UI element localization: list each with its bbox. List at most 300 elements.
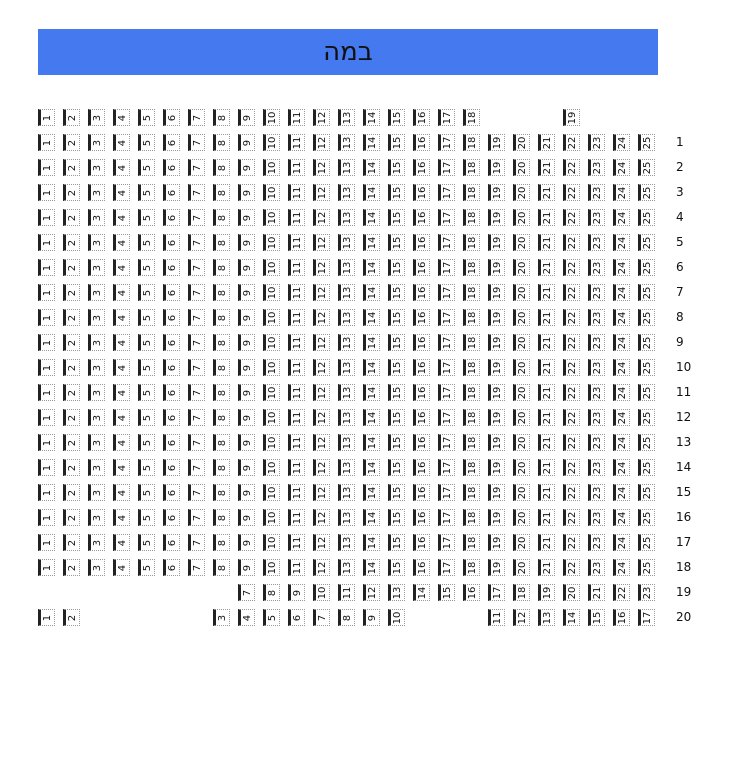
seat[interactable] — [63, 384, 80, 401]
seat[interactable] — [288, 284, 305, 301]
seat[interactable] — [138, 459, 155, 476]
seat[interactable] — [588, 134, 605, 151]
seat[interactable] — [338, 534, 355, 551]
seat[interactable] — [113, 384, 130, 401]
seat[interactable] — [613, 534, 630, 551]
seat[interactable] — [563, 384, 580, 401]
seat[interactable] — [638, 459, 655, 476]
seat[interactable] — [638, 584, 655, 601]
seat[interactable] — [163, 434, 180, 451]
seat[interactable] — [488, 559, 505, 576]
seat[interactable] — [613, 509, 630, 526]
seat[interactable] — [88, 409, 105, 426]
seat[interactable] — [113, 459, 130, 476]
seat[interactable] — [488, 334, 505, 351]
seat[interactable] — [513, 259, 530, 276]
seat[interactable] — [388, 209, 405, 226]
seat[interactable] — [188, 234, 205, 251]
seat[interactable] — [513, 584, 530, 601]
seat[interactable] — [138, 384, 155, 401]
seat[interactable] — [288, 459, 305, 476]
seat[interactable] — [463, 309, 480, 326]
seat[interactable] — [363, 384, 380, 401]
seat[interactable] — [338, 459, 355, 476]
seat[interactable] — [438, 409, 455, 426]
seat[interactable] — [313, 234, 330, 251]
seat[interactable] — [613, 259, 630, 276]
seat[interactable] — [138, 209, 155, 226]
seat[interactable] — [638, 234, 655, 251]
seat[interactable] — [238, 509, 255, 526]
seat[interactable] — [338, 559, 355, 576]
seat[interactable] — [513, 609, 530, 626]
seat[interactable] — [388, 434, 405, 451]
seat[interactable] — [613, 584, 630, 601]
seat[interactable] — [38, 109, 55, 126]
seat[interactable] — [113, 209, 130, 226]
seat[interactable] — [163, 159, 180, 176]
seat[interactable] — [138, 134, 155, 151]
seat[interactable] — [513, 359, 530, 376]
seat[interactable] — [413, 209, 430, 226]
seat[interactable] — [588, 584, 605, 601]
seat[interactable] — [88, 484, 105, 501]
seat[interactable] — [388, 259, 405, 276]
seat[interactable] — [88, 259, 105, 276]
seat[interactable] — [338, 309, 355, 326]
seat[interactable] — [638, 309, 655, 326]
seat[interactable] — [363, 359, 380, 376]
seat[interactable] — [588, 409, 605, 426]
seat[interactable] — [138, 484, 155, 501]
seat[interactable] — [563, 409, 580, 426]
seat[interactable] — [63, 484, 80, 501]
seat[interactable] — [138, 334, 155, 351]
seat[interactable] — [88, 534, 105, 551]
seat[interactable] — [188, 184, 205, 201]
seat[interactable] — [213, 434, 230, 451]
seat[interactable] — [538, 209, 555, 226]
seat[interactable] — [388, 409, 405, 426]
seat[interactable] — [538, 234, 555, 251]
seat[interactable] — [413, 284, 430, 301]
seat[interactable] — [463, 259, 480, 276]
seat[interactable] — [488, 159, 505, 176]
seat[interactable] — [38, 459, 55, 476]
seat[interactable] — [363, 259, 380, 276]
seat[interactable] — [163, 459, 180, 476]
seat[interactable] — [213, 484, 230, 501]
seat[interactable] — [138, 159, 155, 176]
seat[interactable] — [38, 484, 55, 501]
seat[interactable] — [388, 509, 405, 526]
seat[interactable] — [638, 134, 655, 151]
seat[interactable] — [163, 334, 180, 351]
seat[interactable] — [238, 334, 255, 351]
seat[interactable] — [313, 559, 330, 576]
seat[interactable] — [188, 334, 205, 351]
seat[interactable] — [238, 234, 255, 251]
seat[interactable] — [313, 159, 330, 176]
seat[interactable] — [338, 184, 355, 201]
seat[interactable] — [463, 584, 480, 601]
seat[interactable] — [613, 134, 630, 151]
seat[interactable] — [63, 109, 80, 126]
seat[interactable] — [188, 484, 205, 501]
seat[interactable] — [138, 109, 155, 126]
seat[interactable] — [313, 434, 330, 451]
seat[interactable] — [563, 484, 580, 501]
seat[interactable] — [538, 309, 555, 326]
seat[interactable] — [638, 434, 655, 451]
seat[interactable] — [138, 359, 155, 376]
seat[interactable] — [338, 434, 355, 451]
seat[interactable] — [388, 484, 405, 501]
seat[interactable] — [113, 309, 130, 326]
seat[interactable] — [613, 209, 630, 226]
seat[interactable] — [563, 259, 580, 276]
seat[interactable] — [138, 409, 155, 426]
seat[interactable] — [88, 559, 105, 576]
seat[interactable] — [263, 234, 280, 251]
seat[interactable] — [263, 409, 280, 426]
seat[interactable] — [313, 209, 330, 226]
seat[interactable] — [188, 534, 205, 551]
seat[interactable] — [413, 534, 430, 551]
seat[interactable] — [538, 184, 555, 201]
seat[interactable] — [438, 234, 455, 251]
seat[interactable] — [313, 409, 330, 426]
seat[interactable] — [263, 209, 280, 226]
seat[interactable] — [313, 609, 330, 626]
seat[interactable] — [363, 559, 380, 576]
seat[interactable] — [238, 109, 255, 126]
seat[interactable] — [238, 409, 255, 426]
seat[interactable] — [213, 384, 230, 401]
seat[interactable] — [163, 534, 180, 551]
seat[interactable] — [213, 334, 230, 351]
seat[interactable] — [463, 509, 480, 526]
seat[interactable] — [613, 359, 630, 376]
seat[interactable] — [538, 609, 555, 626]
seat[interactable] — [263, 359, 280, 376]
seat[interactable] — [488, 134, 505, 151]
seat[interactable] — [263, 159, 280, 176]
seat[interactable] — [388, 159, 405, 176]
seat[interactable] — [363, 134, 380, 151]
seat[interactable] — [113, 434, 130, 451]
seat[interactable] — [563, 334, 580, 351]
seat[interactable] — [413, 109, 430, 126]
seat[interactable] — [188, 134, 205, 151]
seat[interactable] — [188, 309, 205, 326]
seat[interactable] — [563, 509, 580, 526]
seat[interactable] — [613, 459, 630, 476]
seat[interactable] — [638, 159, 655, 176]
seat[interactable] — [138, 509, 155, 526]
seat[interactable] — [188, 109, 205, 126]
seat[interactable] — [63, 409, 80, 426]
seat[interactable] — [413, 134, 430, 151]
seat[interactable] — [238, 209, 255, 226]
seat[interactable] — [463, 234, 480, 251]
seat[interactable] — [113, 234, 130, 251]
seat[interactable] — [363, 159, 380, 176]
seat[interactable] — [613, 434, 630, 451]
seat[interactable] — [38, 159, 55, 176]
seat[interactable] — [138, 434, 155, 451]
seat[interactable] — [413, 234, 430, 251]
seat[interactable] — [288, 184, 305, 201]
seat[interactable] — [563, 109, 580, 126]
seat[interactable] — [438, 284, 455, 301]
seat[interactable] — [488, 484, 505, 501]
seat[interactable] — [538, 509, 555, 526]
seat[interactable] — [613, 184, 630, 201]
seat[interactable] — [88, 459, 105, 476]
seat[interactable] — [113, 109, 130, 126]
seat[interactable] — [338, 409, 355, 426]
seat[interactable] — [313, 109, 330, 126]
seat[interactable] — [288, 109, 305, 126]
seat[interactable] — [238, 284, 255, 301]
seat[interactable] — [138, 184, 155, 201]
seat[interactable] — [338, 209, 355, 226]
seat[interactable] — [63, 359, 80, 376]
seat[interactable] — [638, 559, 655, 576]
seat[interactable] — [463, 409, 480, 426]
seat[interactable] — [413, 459, 430, 476]
seat[interactable] — [338, 109, 355, 126]
seat[interactable] — [338, 284, 355, 301]
seat[interactable] — [563, 559, 580, 576]
seat[interactable] — [88, 109, 105, 126]
seat[interactable] — [313, 359, 330, 376]
seat[interactable] — [463, 334, 480, 351]
seat[interactable] — [563, 184, 580, 201]
seat[interactable] — [513, 484, 530, 501]
seat[interactable] — [213, 209, 230, 226]
seat[interactable] — [163, 309, 180, 326]
seat[interactable] — [538, 334, 555, 351]
seat[interactable] — [513, 434, 530, 451]
seat[interactable] — [38, 409, 55, 426]
seat[interactable] — [563, 359, 580, 376]
seat[interactable] — [613, 409, 630, 426]
seat[interactable] — [588, 609, 605, 626]
seat[interactable] — [388, 359, 405, 376]
seat[interactable] — [188, 409, 205, 426]
seat[interactable] — [188, 259, 205, 276]
seat[interactable] — [363, 434, 380, 451]
seat[interactable] — [38, 234, 55, 251]
seat[interactable] — [338, 509, 355, 526]
seat[interactable] — [438, 434, 455, 451]
seat[interactable] — [488, 409, 505, 426]
seat[interactable] — [438, 384, 455, 401]
seat[interactable] — [113, 284, 130, 301]
seat[interactable] — [413, 184, 430, 201]
seat[interactable] — [313, 459, 330, 476]
seat[interactable] — [63, 309, 80, 326]
seat[interactable] — [413, 509, 430, 526]
seat[interactable] — [488, 459, 505, 476]
seat[interactable] — [463, 434, 480, 451]
seat[interactable] — [288, 234, 305, 251]
seat[interactable] — [563, 159, 580, 176]
seat[interactable] — [313, 334, 330, 351]
seat[interactable] — [313, 484, 330, 501]
seat[interactable] — [238, 384, 255, 401]
seat[interactable] — [388, 109, 405, 126]
seat[interactable] — [113, 534, 130, 551]
seat[interactable] — [638, 409, 655, 426]
seat[interactable] — [363, 334, 380, 351]
seat[interactable] — [338, 584, 355, 601]
seat[interactable] — [263, 109, 280, 126]
seat[interactable] — [213, 559, 230, 576]
seat[interactable] — [588, 484, 605, 501]
seat[interactable] — [538, 159, 555, 176]
seat[interactable] — [513, 309, 530, 326]
seat[interactable] — [588, 184, 605, 201]
seat[interactable] — [513, 284, 530, 301]
seat[interactable] — [338, 359, 355, 376]
seat[interactable] — [638, 259, 655, 276]
seat[interactable] — [63, 434, 80, 451]
seat[interactable] — [263, 184, 280, 201]
seat[interactable] — [613, 159, 630, 176]
seat[interactable] — [613, 609, 630, 626]
seat[interactable] — [588, 359, 605, 376]
seat[interactable] — [263, 259, 280, 276]
seat[interactable] — [213, 134, 230, 151]
seat[interactable] — [613, 484, 630, 501]
seat[interactable] — [263, 284, 280, 301]
seat[interactable] — [213, 159, 230, 176]
seat[interactable] — [488, 209, 505, 226]
seat[interactable] — [513, 209, 530, 226]
seat[interactable] — [188, 209, 205, 226]
seat[interactable] — [488, 184, 505, 201]
seat[interactable] — [388, 559, 405, 576]
seat[interactable] — [138, 234, 155, 251]
seat[interactable] — [513, 334, 530, 351]
seat[interactable] — [588, 209, 605, 226]
seat[interactable] — [638, 334, 655, 351]
seat[interactable] — [188, 559, 205, 576]
seat[interactable] — [338, 609, 355, 626]
seat[interactable] — [213, 109, 230, 126]
seat[interactable] — [288, 509, 305, 526]
seat[interactable] — [388, 284, 405, 301]
seat[interactable] — [263, 484, 280, 501]
seat[interactable] — [438, 459, 455, 476]
seat[interactable] — [163, 109, 180, 126]
seat[interactable] — [563, 284, 580, 301]
seat[interactable] — [438, 184, 455, 201]
seat[interactable] — [588, 534, 605, 551]
seat[interactable] — [438, 309, 455, 326]
seat[interactable] — [388, 334, 405, 351]
seat[interactable] — [63, 534, 80, 551]
seat[interactable] — [413, 159, 430, 176]
seat[interactable] — [363, 109, 380, 126]
seat[interactable] — [538, 384, 555, 401]
seat[interactable] — [213, 609, 230, 626]
seat[interactable] — [513, 459, 530, 476]
seat[interactable] — [188, 434, 205, 451]
seat[interactable] — [638, 209, 655, 226]
seat[interactable] — [488, 234, 505, 251]
seat[interactable] — [438, 509, 455, 526]
seat[interactable] — [238, 584, 255, 601]
seat[interactable] — [63, 209, 80, 226]
seat[interactable] — [88, 284, 105, 301]
seat[interactable] — [413, 559, 430, 576]
seat[interactable] — [438, 359, 455, 376]
seat[interactable] — [288, 134, 305, 151]
seat[interactable] — [163, 484, 180, 501]
seat[interactable] — [588, 159, 605, 176]
seat[interactable] — [113, 409, 130, 426]
seat[interactable] — [313, 184, 330, 201]
seat[interactable] — [413, 409, 430, 426]
seat[interactable] — [63, 134, 80, 151]
seat[interactable] — [313, 384, 330, 401]
seat[interactable] — [288, 534, 305, 551]
seat[interactable] — [488, 509, 505, 526]
seat[interactable] — [238, 559, 255, 576]
seat[interactable] — [263, 559, 280, 576]
seat[interactable] — [613, 234, 630, 251]
seat[interactable] — [138, 309, 155, 326]
seat[interactable] — [363, 284, 380, 301]
seat[interactable] — [463, 284, 480, 301]
seat[interactable] — [113, 159, 130, 176]
seat[interactable] — [538, 459, 555, 476]
seat[interactable] — [238, 534, 255, 551]
seat[interactable] — [588, 284, 605, 301]
seat[interactable] — [463, 359, 480, 376]
seat[interactable] — [338, 384, 355, 401]
seat[interactable] — [88, 184, 105, 201]
seat[interactable] — [188, 159, 205, 176]
seat[interactable] — [38, 609, 55, 626]
seat[interactable] — [588, 259, 605, 276]
seat[interactable] — [588, 384, 605, 401]
seat[interactable] — [638, 359, 655, 376]
seat[interactable] — [113, 509, 130, 526]
seat[interactable] — [438, 209, 455, 226]
seat[interactable] — [538, 434, 555, 451]
seat[interactable] — [538, 409, 555, 426]
seat[interactable] — [563, 459, 580, 476]
seat[interactable] — [163, 234, 180, 251]
seat[interactable] — [613, 384, 630, 401]
seat[interactable] — [363, 234, 380, 251]
seat[interactable] — [113, 359, 130, 376]
seat[interactable] — [363, 609, 380, 626]
seat[interactable] — [513, 184, 530, 201]
seat[interactable] — [638, 509, 655, 526]
seat[interactable] — [388, 184, 405, 201]
seat[interactable] — [388, 609, 405, 626]
seat[interactable] — [63, 459, 80, 476]
seat[interactable] — [638, 534, 655, 551]
seat[interactable] — [263, 534, 280, 551]
seat[interactable] — [338, 334, 355, 351]
